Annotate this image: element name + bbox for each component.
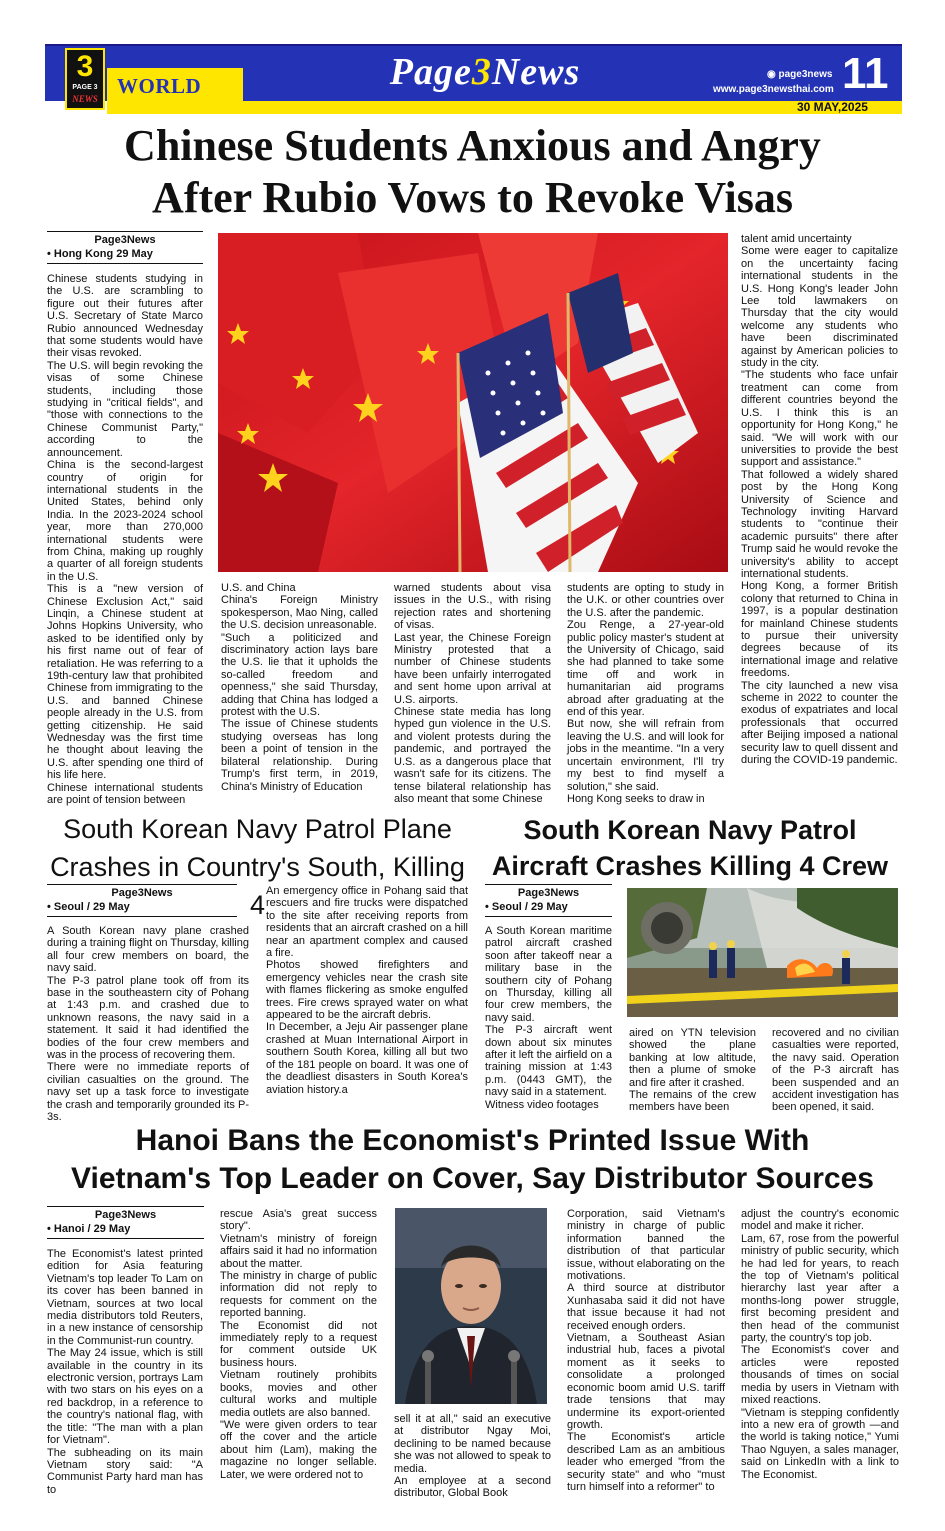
- article4-byline: [47, 1206, 204, 1239]
- article3-headline-line1: South Korean Navy Patrol: [523, 815, 857, 845]
- article1-headline: [40, 120, 905, 224]
- article4-headline: [40, 1122, 905, 1198]
- article4-col5: adjust the country's economic model and make it richer. Lam, 67, rose from the powerful ministry of public security, which he had led for years, to reach the top of Vietnam's political hierarchy last year after a months-long power struggle, first becoming president and then head of the communist party, the country's top job. The Economist's cover and articles were reposted thousands of times on social media by users in Vietnam with mixed reactions. "Vietnam is stepping confidently into a new era of growth —and the world is taking notice," Yumi Thao Nguyen, a sales manager, said on LinkedIn with a link to The Economist.: [741, 1208, 899, 1481]
- logo-line: PAGE 3: [72, 84, 98, 91]
- brand-right: News: [491, 51, 581, 93]
- article3-col3: recovered and no civilian casualties were reported, the navy said. Operation of the P-3 aircraft has been suspended and an accident investigation has been opened, it said.: [772, 1027, 899, 1114]
- logo-number: 3: [76, 50, 94, 83]
- article2-headline-line1: South Korean Navy Patrol Plane: [63, 814, 452, 844]
- article3-col1: A South Korean maritime patrol aircraft crashed soon after takeoff near a military base in the southern city of Pohang on Thursday, killing all four crew members, the navy said. The P-3 aircraft went down about six minutes after it left the airfield on a training mission at 1:43 p.m. (0443 GMT), the navy said in a statement. Witness video footages: [485, 925, 612, 1111]
- article1-col3: warned students about visa issues in the U.S., with rising rejection rates and shortening of visas. Last year, the Chinese Foreign Ministry protested that a number of Chinese students have been unfairly interrogated and sent home upon arrival at U.S. airports. Chinese state media has long hyped gun violence in the U.S. and violent protests during the pandemic, and portrayed the U.S. as a dangerous place that wasn't safe for its citizens. The tense bilateral relationship has also meant that some Chinese: [394, 582, 551, 805]
- article1-headline-line1: Chinese Students Anxious and Angry: [124, 121, 821, 170]
- article4-col1: The Economist's latest printed edition for Asia featuring Vietnam's top leader To Lam on its cover has been banned in Vietnam, sources at two local media distributors told Reuters, in a new instance of censorship in the Communist-run country. The May 24 issue, which is still available in the country in its electronic version, portrays Lam with two stars on his eyes on a red backdrop, in a reference to the country's national flag, with the title: "The man with a plan for Vietnam". The subheading on its main Vietnam story said: "A Communist Party hard man has to: [47, 1248, 203, 1496]
- article1-col1: Chinese students studying in the U.S. are scrambling to figure out their futures after U.S. Secretary of State Marco Rubio announced Wednesday that some students would have their visas revoked. The U.S. will begin revoking the visas of some Chinese students, including those studying in "critical fields", and "those with connections to the Chinese Communist Party," according to the announcement. China is the second-largest country of origin for international students in the United States, behind only India. In the 2023-2024 school year, more than 270,000 international students were from China, making up roughly a quarter of all foreign students in the U.S. This is a "new version of Chinese Exclusion Act," said Linqin, a Chinese student at Johns Hopkins University, who asked to be identified only by his first name out of fear of retaliation. He was referring to a 19th-century law that prohibited Chinese from immigrating to the U.S. and banned Chinese people already in the U.S. from getting citizenship. He said Wednesday was the first time he thought about leaving the U.S. after spending one third of his life here. Chinese international students are point of tension between: [47, 273, 203, 807]
- article4-source: Page3News: [47, 1206, 204, 1221]
- article2-byline: [47, 884, 237, 917]
- article2-headline-line2: Crashes in Country's South, Killing 4: [50, 852, 465, 920]
- article3-byline: [485, 884, 612, 917]
- brand-mid: 3: [471, 51, 492, 93]
- article1-byline: [47, 231, 203, 264]
- article2-col1: A South Korean navy plane crashed during a training flight on Thursday, killing all four crew members on board, the navy said. The P-3 patrol plane took off from its base in the southeastern city of Pohang at 1:43 p.m. and crashed due to unknown reasons, the navy said in a statement. It said it had identified the bodies of the four crew members and was in the process of recovering them. There were no immediate reports of civilian casualties on the ground. The navy set up a task force to investigate the crash and temporarily grounded its P-3s.: [47, 925, 249, 1124]
- portrait-illustration: [395, 1208, 547, 1404]
- article4-place: • Hanoi / 29 May: [47, 1223, 204, 1239]
- facebook-icon: ◉: [767, 69, 779, 80]
- article1-place: • Hong Kong 29 May: [47, 248, 203, 264]
- social-handle: [767, 69, 832, 80]
- article3-col2: aired on YTN television showed the plane banking at low altitude, then a plume of smoke and fire after it crashed. The remains of the crew members have been: [629, 1027, 756, 1114]
- article3-headline-line2: Aircraft Crashes Killing 4 Crew: [491, 851, 889, 881]
- article4-col2: rescue Asia's great success story". Vietnam's ministry of foreign affairs said it had no information about the matter. The ministry in charge of public information did not reply to requests for comment on the reported banning. The Economist did not immediately reply to a request for comment outside UK business hours. Vietnam routinely prohibits books, movies and other cultural works and multiple media outlets are also banned. "We were given orders to tear off the cover and the article about him (Lam), making the magazine no longer sellable. Later, we were ordered not to: [220, 1208, 377, 1481]
- flags-photo: [218, 233, 728, 572]
- issue-date: 30 MAY,2025: [797, 100, 868, 114]
- brand-title: [345, 50, 625, 94]
- logo-news: NEWS: [72, 94, 98, 104]
- article4-headline-line1: Hanoi Bans the Economist's Printed Issue With: [135, 1124, 810, 1157]
- article1-col2: U.S. and China China's Foreign Ministry spokesperson, Mao Ning, called the U.S. decision unreasonable. "Such a politicized and discriminatory action lays bare the U.S. lie that it upholds the so-called freedom and openness," she said Thursday, adding that China has lodged a protest with the U.S. The issue of Chinese students studying overseas has long been a point of tension in the bilateral relationship. During Trump's first term, in 2019, China's Ministry of Education: [221, 582, 378, 793]
- article4-headline-line2: Vietnam's Top Leader on Cover, Say Distributor Sources: [71, 1162, 874, 1195]
- flags-illustration: [218, 233, 728, 572]
- article4-col3: sell it at all," said an executive at distributor Ngay Moi, declining to be named because she was not allowed to speak to media. An employee at a second distributor, Global Book: [394, 1413, 551, 1500]
- crash-site-illustration: [627, 888, 898, 1017]
- to-lam-photo: [395, 1208, 547, 1404]
- article1-source: Page3News: [47, 231, 203, 246]
- page-number: 11: [842, 49, 889, 98]
- article1-headline-line2: After Rubio Vows to Revoke Visas: [152, 173, 793, 222]
- article4-col4: Corporation, said Vietnam's ministry in charge of public information banned the distribution of that particular issue, without elaborating on the motivations. A third source at distributor Xunhasaba said it did not have that issue because it had not received enough orders. Vietnam, a Southeast Asian industrial hub, faces a pivotal moment as it seeks to consolidate a prolonged economic boom amid U.S. tariff trade tensions that may undermine its export-oriented growth. The Economist's article described Lam as an ambitious leader who emerged "from the security state" and who "must turn himself into a reformer" to: [567, 1208, 725, 1493]
- date-strip: [107, 101, 902, 114]
- article2-source: Page3News: [47, 884, 237, 899]
- site-url: www.page3newsthai.com: [713, 84, 834, 95]
- article1-col4: students are opting to study in the U.K. or other countries over the U.S. after the pandemic. Zou Renge, a 27-year-old public policy master's student at the University of Chicago, said she had planned to take some time off and work in humanitarian aid programs abroad after graduating at the end of this year. But now, she will refrain from leaving the U.S. and will look for jobs in the meantime. "In a very uncertain environment, I'll try my best to find myself a solution," she said. Hong Kong seeks to draw in: [567, 582, 724, 805]
- article2-place: • Seoul / 29 May: [47, 901, 237, 917]
- article3-place: • Seoul / 29 May: [485, 901, 612, 917]
- page3-logo: [65, 48, 105, 110]
- article3-source: Page3News: [485, 884, 612, 899]
- crash-site-photo: [627, 888, 898, 1017]
- brand-left: Page: [389, 51, 472, 93]
- masthead: [45, 44, 902, 114]
- section-name: WORLD: [117, 74, 202, 98]
- article1-col5: talent amid uncertainty Some were eager to capitalize on the uncertainty facing international students in the U.S. Hong Kong's leader John Lee told lawmakers on Thursday that the city would welcome any students who have been discriminated against by American policies to study in the city. "The students who face unfair treatment can come from different countries beyond the U.S. I think this is an opportunity for Hong Kong," he said. "We will work with our universities to provide the best support and assistance." That followed a widely shared post by the Hong Kong University of Science and Technology inviting Harvard students to "continue their academic pursuits" there after Trump said he would revoke the university's ability to accept international students. Hong Kong, a former British colony that returned to China in 1997, is a popular destination for mainland Chinese students to pursue their university degrees because of its international image and relative freedoms. The city launched a new visa scheme in 2022 to counter the exodus of expatriates and local professionals that occurred after Beijing imposed a national security law to quell dissent and during the COVID-19 pandemic.: [741, 233, 898, 767]
- article2-col2: An emergency office in Pohang said that rescuers and fire trucks were dispatched to the site after receiving reports from residents that an aircraft crashed on a hill near an apartment complex and caused a fire. Photos showed firefighters and emergency vehicles near the crash site with flames flickering as smoke engulfed trees. Fire crews sprayed water on what appeared to be the aircraft debris. In December, a Jeju Air passenger plane crashed at Muan International Airport in southern South Korea, killing all but two of the 181 people on board. It was one of the deadliest disasters in South Korea's aviation history.a: [266, 885, 468, 1096]
- article3-headline: [485, 812, 895, 884]
- social-text: page3news: [778, 69, 833, 80]
